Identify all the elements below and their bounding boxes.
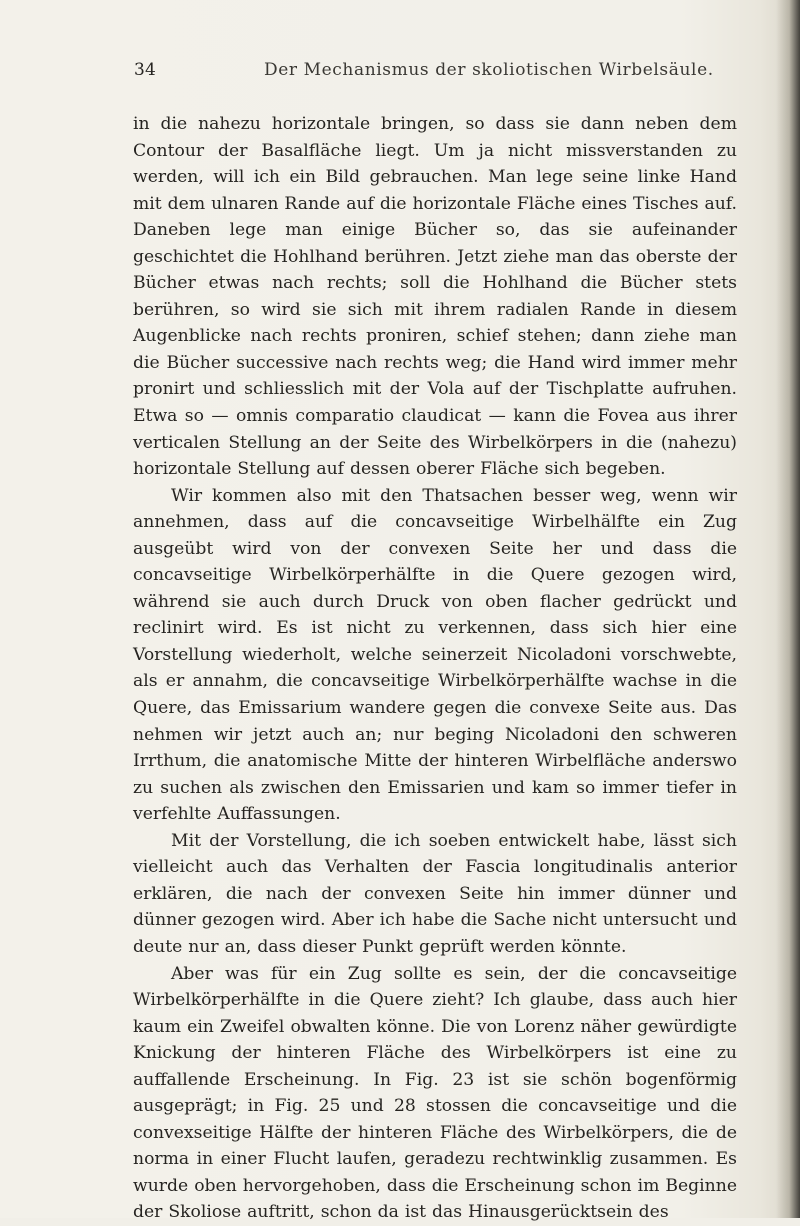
page-number: 34	[134, 60, 157, 80]
paragraph-3: Mit der Vorstellung, die ich soeben entwickelt habe, lässt sich vielleicht auch das Verhalten der Fascia longitudinalis anterior erklären, die nach der convexen Seite hin immer dünner und dünner gezogen wird. Aber ich habe die Sache nicht untersucht und deute nur an, dass dieser Punkt geprüft werden könnte.	[133, 830, 737, 957]
paragraph-4: Aber was für ein Zug sollte es sein, der die concavseitige Wirbelkörperhälfte in die Quere zieht? Ich glaube, dass auch hier kaum ein Zweifel obwalten könne. Die von Lorenz näher gewürdigte Knickung der hinteren Fläche des Wirbelkörpers ist eine zu auffallende Erscheinung. In Fig. 23 ist sie schön bogenförmig ausgeprägt; in Fig. 25 und 28 stossen die concavseitige und die convexseitige Hälfte der hinteren Fläche des Wirbelkörpers, die de norma in einer Flucht laufen, geradezu rechtwinklig zusammen. Es wurde oben hervorgehoben, dass die Erscheinung schon im Beginne der Skoliose auftritt, schon da ist das Hinausgerücktsein des	[133, 963, 737, 1223]
running-title: Der Mechanismus der skoliotischen Wirbelsäule.	[264, 60, 714, 80]
paragraph-2: Wir kommen also mit den Thatsachen besser weg, wenn wir annehmen, dass auf die concavseitige Wirbelhälfte ein Zug ausgeübt wird von der convexen Seite her und dass die concavseitige Wirbelkörperhälfte in die Quere gezogen wird, während sie auch durch Druck von oben flacher gedrückt und reclinirt wird. Es ist nicht zu verkennen, dass sich hier eine Vorstellung wiederholt, welche seinerzeit Nicoladoni vorschwebte, als er annahm, die concavseitige Wirbelkörperhälfte wachse in die Quere, das Emissarium wandere gegen die convexe Seite aus. Das nehmen wir jetzt auch an; nur beging Nicoladoni den schweren Irrthum, die anatomische Mitte der hinteren Wirbelfläche anderswo zu suchen als zwischen den Emissarien und kam so immer tiefer in verfehlte Auffassungen.	[133, 485, 737, 825]
page-edge-shadow	[776, 0, 800, 1218]
body-text	[133, 111, 737, 1226]
page-header	[134, 60, 734, 90]
paragraph-1: in die nahezu horizontale bringen, so dass sie dann neben dem Contour der Basalfläche liegt. Um ja nicht missverstanden zu werden, will ich ein Bild gebrauchen. Man lege seine linke Hand mit dem ulnaren Rande auf die horizontale Fläche eines Tisches auf. Daneben lege man einige Bücher so, das sie aufeinander geschichtet die Hohlhand berühren. Jetzt ziehe man das oberste der Bücher etwas nach rechts; soll die Hohlhand die Bücher stets berühren, so wird sie sich mit ihrem radialen Rande in diesem Augenblicke nach rechts proniren, schief stehen; dann ziehe man die Bücher successive nach rechts weg; die Hand wird immer mehr pronirt und schliesslich mit der Vola auf der Tischplatte aufruhen. Etwa so — omnis comparatio claudicat — kann die Fovea aus ihrer verticalen Stellung an der Seite des Wirbelkörpers in die (nahezu) horizontale Stellung auf dessen oberer Fläche sich begeben.	[133, 114, 738, 480]
